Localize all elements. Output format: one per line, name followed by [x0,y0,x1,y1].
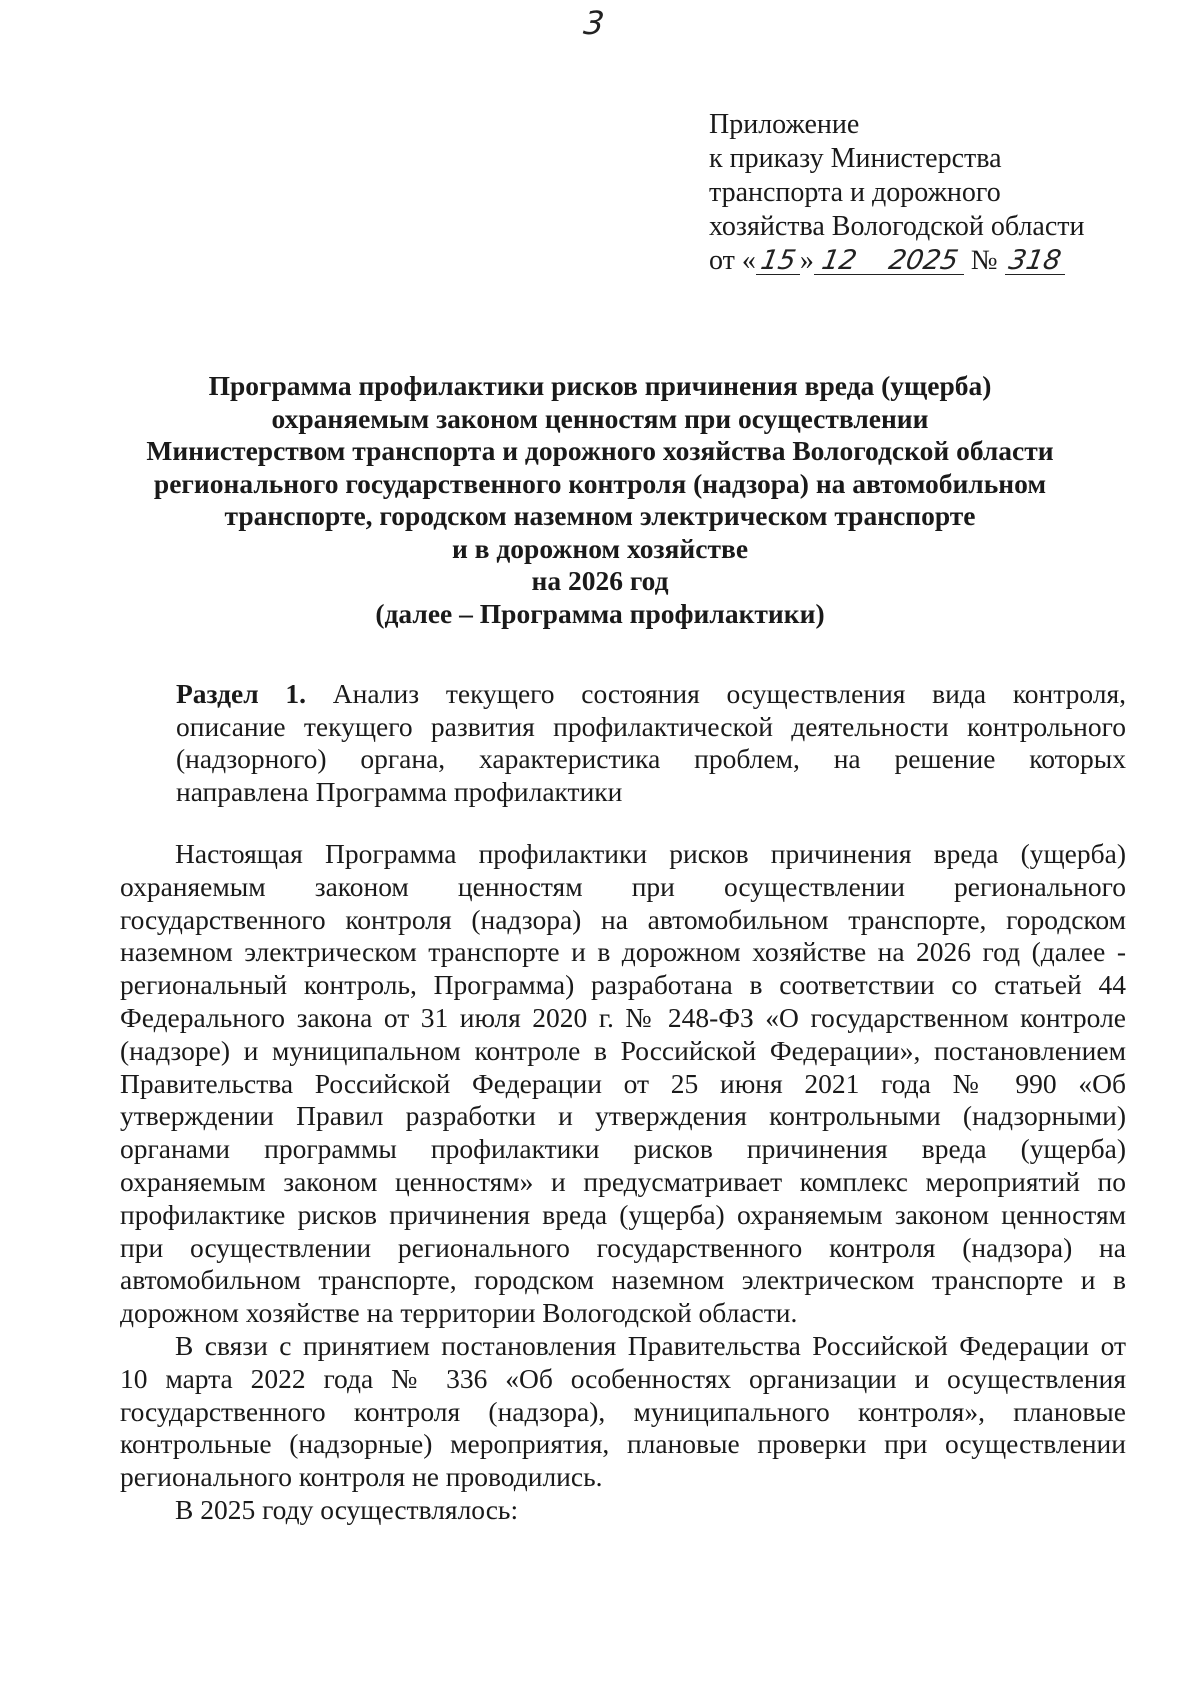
title-line: регионального государственного контроля (надзора) на автомобильном [153,467,1047,499]
date-prefix: от « [709,245,756,276]
order-number: 318 [1006,245,1064,276]
body-line: автомобильном транспорте, городском наземном электрическом транспорте и в [120,1264,1126,1296]
order-month: 12 [819,245,860,276]
body-line: Федерального закона от 31 июля 2020 г. № 248-ФЗ «О государственном контроле [120,1001,1126,1033]
title-line: на 2026 год [531,565,669,596]
document-body [120,838,1126,1527]
appendix-line: Приложение [709,109,860,140]
body-line: органами программы профилактики рисков причинения вреда (ущерба) [120,1133,1126,1165]
order-month-year-field [814,245,964,276]
body-line: профилактике рисков причинения вреда (ущерба) охраняемым законом ценностям [120,1198,1126,1230]
body-line: государственного контроля (надзора) на автомобильном транспорте, городском [120,903,1126,935]
order-day: 15 [758,245,798,276]
body-line: (надзоре) и муниципальном контроле в Российской Федерации», постановлением [120,1034,1126,1066]
appendix-block [709,108,1085,278]
body-line: охраняемым законом ценностям при осуществлении регионального [120,870,1126,902]
section-heading-line [176,678,1126,711]
body-line: Настоящая Программа профилактики рисков причинения вреда (ущерба) [175,838,1126,869]
appendix-line: хозяйства Вологодской области [709,211,1085,242]
order-date-line [709,244,1085,278]
body-line: утверждении Правил разработки и утверждения контрольными (надзорными) [120,1100,1126,1132]
title-line: Программа профилактики рисков причинения вреда (ущерба) [208,370,992,401]
paragraph [120,1330,1126,1494]
title-line: транспорте, городском наземном электрическом транспорте [224,500,976,531]
body-line: наземном электрическом транспорте и в дорожном хозяйстве на 2026 год (далее - [120,936,1126,968]
body-line: дорожном хозяйстве на территории Вологодской области. [120,1297,798,1329]
paragraph [120,1494,1126,1527]
body-line: региональный контроль, Программа) разработана в соответствии со статьей 44 [120,969,1126,1001]
order-day-field [756,245,800,276]
paragraph [120,838,1126,1330]
body-line: при осуществлении регионального государственного контроля (надзора) на [120,1231,1126,1263]
body-line: Правительства Российской Федерации от 25 июня 2021 года № 990 «Об [120,1067,1126,1099]
section-1-heading [176,678,1126,808]
appendix-line: транспорта и дорожного [709,177,1001,208]
title-line: Министерством транспорта и дорожного хозяйства Вологодской области [146,435,1054,466]
page-number: 3 [581,4,607,42]
appendix-line: к приказу Министерства [709,143,1002,174]
date-mid: » [799,245,814,276]
title-line: и в дорожном хозяйстве [451,532,749,564]
body-line: В связи с принятием постановления Правительства Российской Федерации от [175,1329,1126,1361]
program-title [80,370,1120,630]
section-heading-text: Анализ текущего состояния осуществления вида контроля, [332,678,1126,709]
body-line: контрольные (надзорные) мероприятия, плановые проверки при осуществлении [120,1428,1126,1460]
section-heading-line: направлена Программа профилактики [176,775,623,807]
section-heading-line: (надзорного) органа, характеристика проблем, на решение которых [176,743,1126,774]
order-year: 2025 [886,245,961,276]
section-label: Раздел 1. [176,678,307,709]
order-number-label: № [970,245,998,276]
title-line: (далее – Программа профилактики) [375,597,825,629]
order-number-field [1005,245,1065,276]
title-line: охраняемым законом ценностям при осуществлении [271,402,929,434]
body-line: государственного контроля (надзора), муниципального контроля», плановые [120,1395,1126,1427]
body-line: В 2025 году осуществлялось: [175,1493,519,1525]
body-line: регионального контроля не проводились. [120,1461,603,1493]
section-heading-line: описание текущего развития профилактической деятельности контрольного [176,710,1126,742]
body-line: охраняемым законом ценностям» и предусматривает комплекс мероприятий по [120,1165,1126,1197]
body-line: 10 марта 2022 года № 336 «Об особенностях организации и осуществления [120,1362,1126,1394]
